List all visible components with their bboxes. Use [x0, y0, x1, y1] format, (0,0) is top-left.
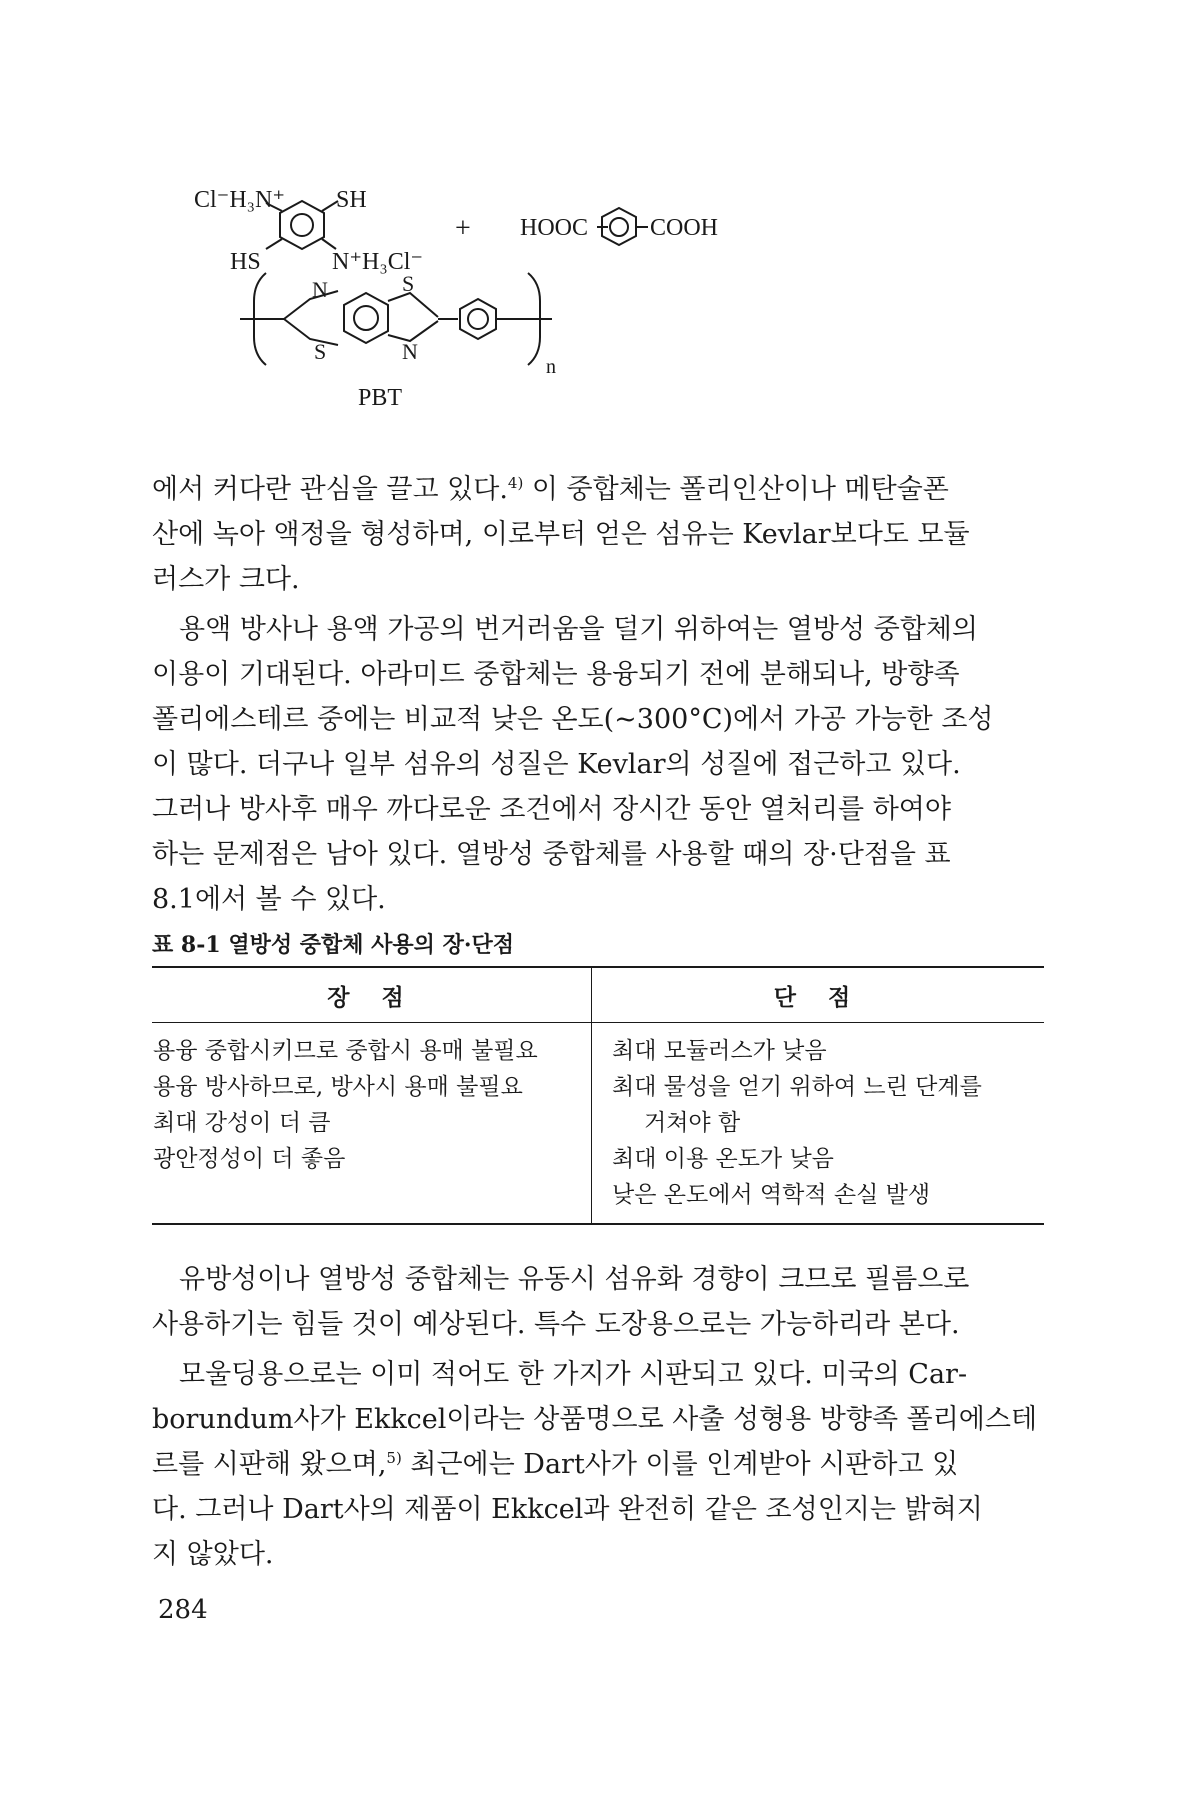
- plus-sign: +: [455, 213, 471, 244]
- paragraph-1: [152, 467, 1044, 602]
- para2-line-7: 8.1에서 볼 수 있다.: [152, 884, 386, 915]
- para3-line-1: 유방성이나 열방성 중합체는 유동시 섬유화 경향이 크므로 필름으로: [179, 1264, 970, 1295]
- para2-line-5: 그러나 방사후 매우 까다로운 조건에서 장시간 동안 열처리를 하여야: [152, 794, 951, 825]
- table-header-row: [152, 967, 1044, 1023]
- disadvantage-item: 낮은 온도에서 역학적 손실 발생: [612, 1182, 931, 1208]
- disadvantage-item: 최대 이용 온도가 낮음: [612, 1146, 834, 1172]
- monomer2-aromatic-circle: [610, 218, 628, 236]
- monomer2-right-group: COOH: [650, 215, 719, 241]
- monomer1-bottom-left: HS: [230, 249, 261, 275]
- bond: [322, 239, 336, 249]
- disadvantage-item: 최대 물성을 얻기 위하여 느린 단계를: [612, 1074, 982, 1100]
- paragraph-4: [152, 1352, 1044, 1577]
- polymer-phenylene-ring: [460, 299, 496, 339]
- monomer1-top-right: SH: [336, 187, 367, 213]
- para2-line-3: 폴리에스테르 중에는 비교적 낮은 온도(~300°C)에서 가공 가능한 조성: [152, 704, 994, 735]
- advantage-item: 최대 강성이 더 큼: [153, 1110, 331, 1136]
- bond: [388, 293, 438, 317]
- para3-line-2: 사용하기는 힘들 것이 예상된다. 특수 도장용으로는 가능하리라 본다.: [152, 1309, 960, 1340]
- polymer-s-atom-right: S: [402, 271, 415, 296]
- bond: [388, 321, 438, 341]
- header-disadvantages: 단 점: [592, 967, 1045, 1023]
- bond: [284, 319, 338, 345]
- polymer-repeat-n: n: [546, 356, 556, 378]
- para4-line-3: 르를 시판해 왔으며,: [152, 1449, 387, 1480]
- paragraph-2: [152, 607, 1044, 922]
- pbt-reaction-scheme: [180, 175, 860, 460]
- paragraph-3: [152, 1257, 1044, 1347]
- monomer1-benzene-ring: [280, 201, 324, 249]
- footnote-ref-4: 4): [507, 474, 524, 492]
- disadvantage-item: 최대 모듈러스가 낮음: [612, 1038, 827, 1064]
- polymer-name-pbt: PBT: [358, 385, 403, 411]
- advantage-item: 용융 방사하므로, 방사시 용매 불필요: [153, 1074, 523, 1100]
- pros-cons-table: [152, 966, 1044, 1225]
- para1-line-1-tail: 이 중합체는 폴리인산이나 메탄술폰: [523, 474, 949, 505]
- para4-line-1: 모울딩용으로는 이미 적어도 한 가지가 시판되고 있다. 미국의 Car-: [179, 1359, 968, 1390]
- polymer-central-benzene-ring: [344, 293, 388, 343]
- bond: [284, 291, 338, 319]
- monomer1-bottom-right: N⁺H₃Cl⁻: [332, 249, 424, 275]
- polymer-phenylene-circle: [468, 309, 488, 329]
- header-advantages: 장 점: [152, 967, 592, 1023]
- para1-line-1: 에서 커다란 관심을 끌고 있다.: [152, 474, 508, 505]
- footnote-ref-5: 5): [386, 1449, 402, 1467]
- para2-line-6: 하는 문제점은 남아 있다. 열방성 중합체를 사용할 때의 장·단점을 표: [152, 839, 951, 870]
- para4-line-5: 지 않았다.: [152, 1539, 274, 1570]
- bond: [266, 239, 282, 249]
- page-number: 284: [158, 1595, 208, 1625]
- monomer1-top-left: Cl⁻H₃N⁺: [194, 187, 286, 213]
- monomer2-left-group: HOOC: [520, 215, 589, 241]
- polymer-n-atom-right: N: [402, 339, 418, 364]
- advantages-cell: [152, 1023, 592, 1225]
- advantage-item: 용융 중합시키므로 중합시 용매 불필요: [153, 1038, 538, 1064]
- monomer1-aromatic-circle: [291, 214, 313, 236]
- para2-line-1: 용액 방사나 용액 가공의 번거러움을 덜기 위하여는 열방성 중합체의: [179, 614, 978, 645]
- para1-line-2: 산에 녹아 액정을 형성하며, 이로부터 얻은 섬유는 Kevlar보다도 모듈: [152, 519, 970, 550]
- polymer-s-atom-left: S: [314, 339, 327, 364]
- para2-line-2: 이용이 기대된다. 아라미드 중합체는 용융되기 전에 분해되나, 방향족: [152, 659, 960, 690]
- para4-line-2: borundum사가 Ekkcel이라는 상품명으로 사출 성형용 방향족 폴리에스테: [152, 1404, 1038, 1435]
- disadvantages-cell: [592, 1023, 1045, 1225]
- table-caption: 표 8-1 열방성 중합체 사용의 장·단점: [152, 932, 514, 958]
- para1-line-3: 러스가 크다.: [152, 564, 300, 595]
- para4-line-3-tail: 최근에는 Dart사가 이를 인계받아 시판하고 있: [401, 1449, 959, 1480]
- disadvantage-item-continued: 거쳐야 함: [644, 1110, 741, 1136]
- table-row: [152, 1023, 1044, 1225]
- polymer-n-atom-left: N: [312, 277, 328, 302]
- polymer-aromatic-circle: [354, 306, 378, 330]
- para4-line-4: 다. 그러나 Dart사의 제품이 Ekkcel과 완전히 같은 조성인지는 밝혀지: [152, 1494, 983, 1525]
- advantage-item: 광안정성이 더 좋음: [153, 1146, 346, 1172]
- para2-line-4: 이 많다. 더구나 일부 섬유의 성질은 Kevlar의 성질에 접근하고 있다.: [152, 749, 961, 780]
